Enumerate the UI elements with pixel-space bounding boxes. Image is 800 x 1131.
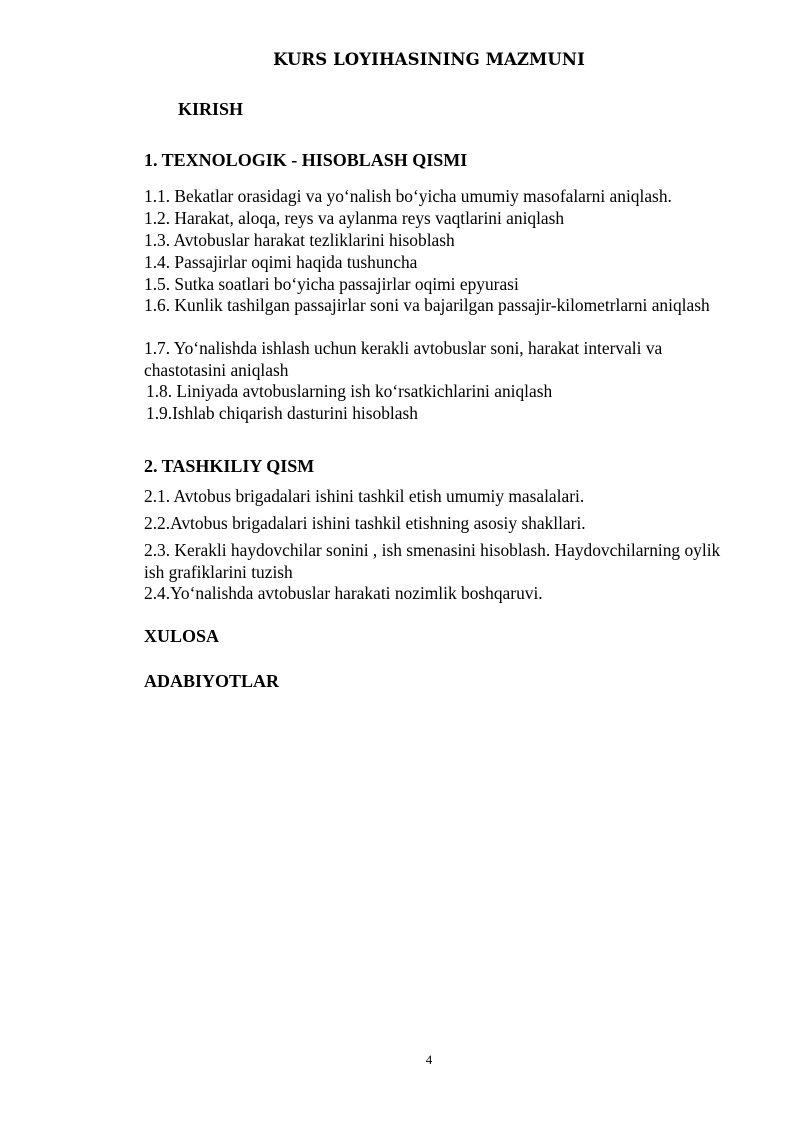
document-title: KURS LOYIHASINING MAZMUNI <box>273 50 585 69</box>
section-1-item: 1.1. Bekatlar orasidagi va yo‘nalish bo‘yicha umumiy masofalarni aniqlash. <box>144 186 672 206</box>
page-number: 4 <box>425 1052 433 1067</box>
references-heading: ADABIYOTLAR <box>144 671 280 691</box>
section-1-item: 1.7. Yo‘nalishda ishlash uchun kerakli avtobuslar soni, harakat intervali va chastotasini aniqlash <box>144 338 663 380</box>
section-2-item: 2.1. Avtobus brigadalari ishini tashkil etish umumiy masalalari. <box>144 486 585 506</box>
section-1-item: 1.6. Kunlik tashilgan passajirlar soni va bajarilgan passajir-kilometrlarni aniqlash <box>144 295 710 315</box>
section-2-item: 2.2.Avtobus brigadalari ishini tashkil etishning asosiy shakllari. <box>144 513 586 533</box>
section-1-item: 1.4. Passajirlar oqimi haqida tushuncha <box>144 252 418 272</box>
intro-heading: KIRISH <box>178 99 244 119</box>
section-1-item: 1.8. Liniyada avtobuslarning ish ko‘rsatkichlarini aniqlash <box>146 381 553 401</box>
section-1-item: 1.9.Ishlab chiqarish dasturini hisoblash <box>146 403 418 423</box>
section-1-heading: 1. TEXNOLOGIK - HISOBLASH QISMI <box>144 150 468 170</box>
section-2-heading: 2. TASHKILIY QISM <box>144 456 315 476</box>
section-1-item: 1.2. Harakat, aloqa, reys va aylanma reys vaqtlarini aniqlash <box>144 208 565 228</box>
section-2-item: 2.3. Kerakli haydovchilar sonini , ish smenasini hisoblash. Haydovchilarning oylik ish grafiklarini tuzish <box>144 540 721 582</box>
conclusion-heading: XULOSA <box>144 626 220 646</box>
section-1-item: 1.5. Sutka soatlari bo‘yicha passajirlar oqimi epyurasi <box>144 274 519 294</box>
section-1-item: 1.3. Avtobuslar harakat tezliklarini hisoblash <box>144 230 455 250</box>
section-2-item: 2.4.Yo‘nalishda avtobuslar harakati nozimlik boshqaruvi. <box>144 583 543 603</box>
